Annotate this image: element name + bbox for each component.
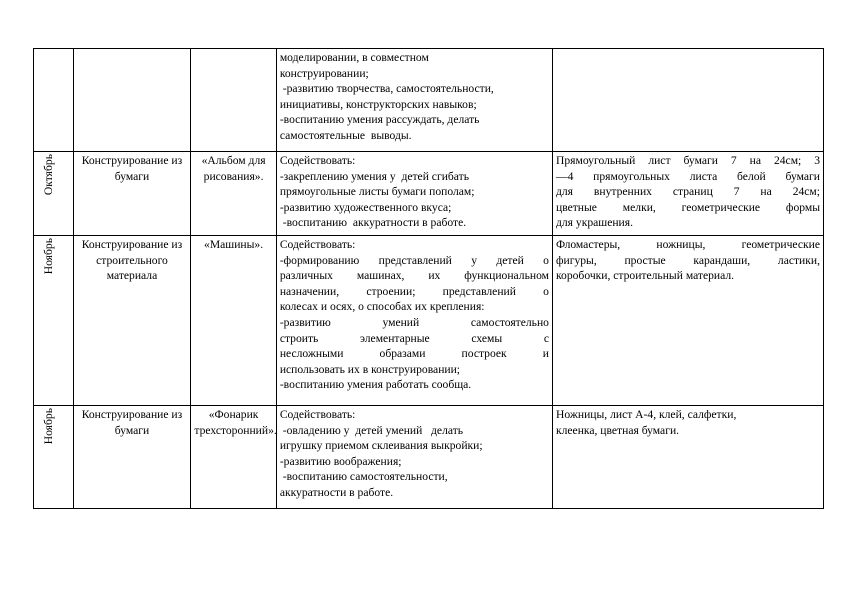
month-label: Ноябрь <box>42 238 55 275</box>
material-line: —4 прямоугольных листа белой бумаги <box>555 169 820 183</box>
materials-cell <box>552 152 823 236</box>
materials-cell <box>552 406 823 509</box>
goal-line: инициативы, конструкторских навыков; <box>279 97 477 111</box>
goal-line: -развитию умений самостоятельно <box>279 315 549 329</box>
table-row <box>34 406 824 509</box>
goal-line: несложными образами построек и <box>279 347 549 361</box>
goals-cell <box>276 152 552 236</box>
goals-cell <box>276 236 552 406</box>
goal-line: Содействовать: <box>279 238 356 251</box>
material-line: Ножницы, лист А-4, клей, салфетки, <box>555 408 737 421</box>
material-line: клеенка, цветная бумаги. <box>555 423 680 437</box>
month-cell <box>34 406 74 509</box>
month-label: Ноябрь <box>42 408 55 445</box>
materials-cell <box>552 49 823 152</box>
type-cell: Конструирование из строительного материала <box>73 236 191 406</box>
table-row <box>34 49 824 152</box>
type-cell: Конструирование из бумаги <box>73 406 191 509</box>
theme-cell: «Альбом для рисования». <box>191 152 276 236</box>
material-line: Прямоугольный лист бумаги 7 на 24см; 3 <box>555 154 820 167</box>
goal-line: использовать их в конструировании; <box>279 362 461 376</box>
type-cell <box>73 49 191 152</box>
goal-line: колесах и осях, о способах их крепления: <box>279 300 485 314</box>
goal-line: -развитию воображения; <box>279 454 402 468</box>
goal-line: самостоятельные выводы. <box>279 128 412 142</box>
goal-line: -воспитанию самостоятельности, <box>279 470 448 484</box>
goal-line: Содействовать: <box>279 154 356 167</box>
goal-line: -овладению у детей умений делать <box>279 423 464 437</box>
type-cell: Конструирование из бумаги <box>73 152 191 236</box>
material-line: фигуры, простые карандаши, ластики, <box>555 253 820 267</box>
goal-line: моделировании, в совместном <box>279 51 429 64</box>
goals-cell <box>276 49 552 152</box>
goal-line: -закреплению умения у детей сгибать <box>279 169 470 183</box>
goal-line: -воспитанию умения работать сообща. <box>279 378 472 392</box>
goal-line: аккуратности в работе. <box>279 485 394 499</box>
goal-line: Содействовать: <box>279 408 356 421</box>
table-row <box>34 152 824 236</box>
goal-line: -воспитанию умения рассуждать, делать <box>279 113 480 127</box>
goals-cell <box>276 406 552 509</box>
goal-line: -развитию творчества, самостоятельности, <box>279 82 494 96</box>
month-label: Октябрь <box>42 154 55 196</box>
goal-line: прямоугольные листы бумаги пополам; <box>279 185 475 199</box>
goal-line: -развитию художественного вкуса; <box>279 200 452 214</box>
material-line: коробочки, строительный материал. <box>555 269 735 283</box>
plan-table <box>33 48 824 509</box>
goal-line: -воспитанию аккуратности в работе. <box>279 216 467 230</box>
goal-line: строить элементарные схемы с <box>279 331 549 345</box>
material-line: для внутренних страниц 7 на 24см; <box>555 185 820 199</box>
theme-cell: «Машины». <box>191 236 276 406</box>
theme-cell <box>191 49 276 152</box>
goal-line: конструировании; <box>279 66 369 80</box>
table-row <box>34 236 824 406</box>
goal-line: игрушку приемом склеивания выкройки; <box>279 439 483 453</box>
goal-line: -формированию представлений у детей о <box>279 253 549 267</box>
month-cell <box>34 152 74 236</box>
goal-line: назначении, строении; представлений о <box>279 284 549 298</box>
materials-cell <box>552 236 823 406</box>
goal-line: различных машинах, их функциональном <box>279 269 549 283</box>
theme-cell: «Фонарик трехсторонний». <box>191 406 276 509</box>
material-line: цветные мелки, геометрические формы <box>555 200 820 214</box>
material-line: Фломастеры, ножницы, геометрические <box>555 238 820 251</box>
month-cell <box>34 236 74 406</box>
material-line: для украшения. <box>555 216 633 230</box>
month-cell <box>34 49 74 152</box>
